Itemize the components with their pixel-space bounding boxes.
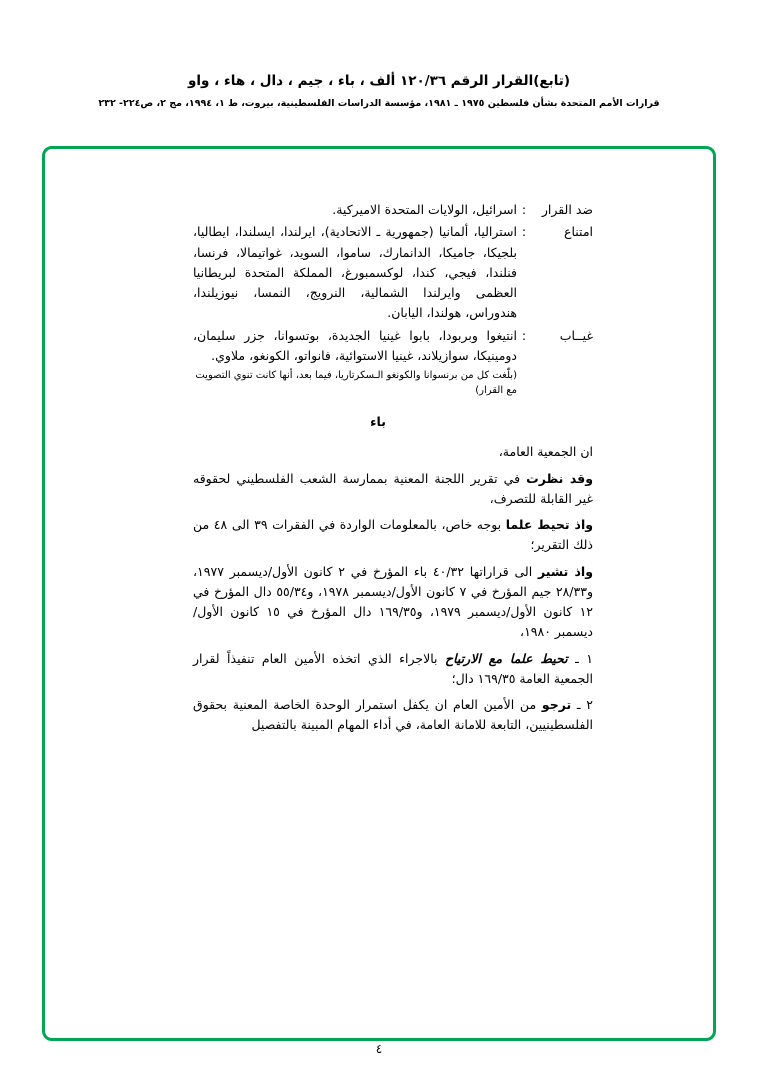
vote-colon: : xyxy=(521,327,527,343)
paragraph-number: ٢ ـ xyxy=(571,697,593,712)
vote-row xyxy=(193,326,593,399)
vote-label: غيــاب xyxy=(559,327,593,343)
paragraph-rest: بالاجراء الذي اتخذه الأمين العام تنفيذاً لقرار الجمعية العامة ١٦٩/٣٥ دال؛ xyxy=(193,650,593,686)
paragraph-lead: تحيط علما مع الارتياح xyxy=(445,650,568,666)
section-letter: باء xyxy=(370,414,386,429)
paragraph-lead: ترجو xyxy=(541,697,572,712)
paragraph-opening: ان الجمعية العامة، xyxy=(498,444,593,460)
paragraph-preamble-2 xyxy=(193,515,593,556)
vote-body: استراليا، ألمانيا (جمهورية ـ الاتحادية)، ايرلندا، ايسلندا، ايطاليا، بلجيكا، جاميكا، الدانمارك، ساموا، السويد، غواتيمالا، فرنسا، فنلندا، فيجي، كندا، لوكسمبورغ، المملكة المتحدة لبريطانيا العظمى وايرلندا الشمالية، النرويج، النمسا، نيوزيلندا، هندوراس، هولندا، اليابان. xyxy=(193,224,517,321)
paragraph-lead: واذ تشير xyxy=(538,563,593,579)
paragraph-preamble-3 xyxy=(193,562,593,643)
vote-colon: : xyxy=(521,224,527,240)
vote-label: ضد القرار xyxy=(541,202,593,217)
vote-body xyxy=(193,326,517,399)
page-subtitle: قرارات الأمم المتحدة بشأن فلسطين ١٩٧٥ ـ ١٩٨١، مؤسسة الدراسات الفلسطينية، بيروت، ط ١، ١٩٩٤، مج ٢، ص٢٢٤- ٢٣٢ xyxy=(98,97,660,109)
numbered-paragraph-2 xyxy=(193,695,593,736)
paragraph-preamble-1 xyxy=(193,469,593,510)
paragraph-rest: من الأمين العام ان يكفل استمرار الوحدة الخاصة المعنية بحقوق الفلسطينيين، التابعة للامانة العامة، في أداء المهام المبينة بالتفصيل xyxy=(193,697,593,733)
paragraph-rest: في تقرير اللجنة المعنية بممارسة الشعب الفلسطيني لحقوقه غير القابلة للتصرف، xyxy=(193,470,593,506)
vote-row xyxy=(193,200,593,220)
page-title: (تابع)القرار الرقم ١٢٠/٣٦ ألف ، باء ، جيم ، دال ، هاء ، واو xyxy=(187,73,571,89)
vote-note: (بلّغت كل من برنسوانا والكونغو الـسكرتاريا، فيما بعد، أنها كانت تنوي التصويت مع القرار) xyxy=(195,370,517,396)
vote-row xyxy=(193,222,593,323)
document-body xyxy=(193,200,593,742)
vote-body-text: انتيغوا وبربودا، بابوا غينيا الجديدة، بوتسوانا، جزر سليمان، دومينيكا، سوازيلاند، غينيا الاستوائية، فانواتو، الكونغو، ملاوي. xyxy=(193,327,517,363)
paragraph-lead: واذ تحيط علما xyxy=(505,517,594,532)
document-header xyxy=(0,72,758,110)
numbered-paragraph-1 xyxy=(193,649,593,690)
paragraph-rest: الى قراراتها ٤٠/٣٢ باء المؤرخ في ٢ كانون الأول/ديسمبر ١٩٧٧، و٢٨/٣٣ جيم المؤرخ في ٧ كانون الأول/ديسمبر ١٩٧٨، و٥٥/٣٤ دال المؤرخ في ١٢ كانون الأول/ديسمبر ١٩٧٩، و١٦٩/٣٥ دال المؤرخ في ١٥ كانون الأول/ديسمبر ١٩٨٠، xyxy=(193,563,593,640)
vote-colon: : xyxy=(521,202,527,217)
page-number: ٤ xyxy=(375,1042,383,1056)
paragraph-rest: بوجه خاص، بالمعلومات الواردة في الفقرات ٣٩ الى ٤٨ من ذلك التقرير؛ xyxy=(193,517,593,553)
vote-label: امتناع xyxy=(564,224,593,240)
paragraph-lead: وقد نظرت xyxy=(526,470,593,486)
vote-body: اسرائيل، الولايات المتحدة الاميركية. xyxy=(332,202,517,217)
paragraph-number: ١ ـ xyxy=(567,650,593,666)
